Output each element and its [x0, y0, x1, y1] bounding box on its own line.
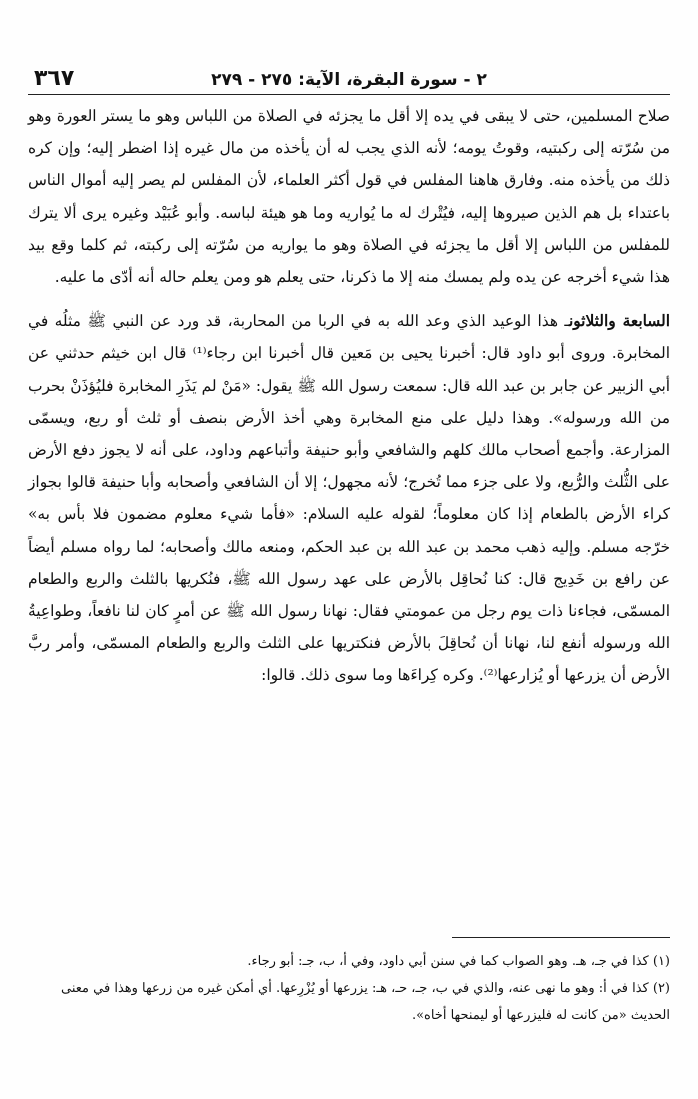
footnotes [28, 948, 670, 1029]
page-header [28, 58, 670, 95]
page-number: ٣٦٧ [34, 66, 75, 91]
footnote-2: (٢) كذا في أ: وهو ما نهى عنه، والذي في ب، جـ، حـ، هـ: يزرعها أو يُزْرِعها. أي أمكن غيره من زرعها وهذا في معنى الحديث «من كانت له فليزرعها أو ليمنحها أخاه». [61, 981, 670, 1023]
paragraph-1: صلاح المسلمين، حتى لا يبقى في يده إلا أقل ما يجزئه في الصلاة من اللباس وهو ما يستر العورة وهو من سُرّته إلى ركبتيه، وقوتُ يومه؛ لأنه الذي يجب له أن يأخذه من مال غيره إذا اضطر إليه؛ وإن كره ذلك من يأخذه منه. وفارق هاهنا المفلس في قول أكثر العلماء، لأن المفلس لم يصر إليه أموال الناس باعتداء بل هم الذين صيروها إليه، فيُتْرك له ما يُواريه وما هو هيئة لباسه. وأبو عُبَيْد وغيره يرى ألا يترك للمفلس من اللباس إلا أقل ما يجزئه في الصلاة وهو ما يواريه من سُرّته إلى ركبته، ثم كلما وقع بيد هذا شيء أخرجه عن يده ولم يمسك منه إلا ما ذكرنا، حتى يعلم هو ومن يعلم حاله أنه أدّى ما عليه. [28, 107, 670, 287]
section-heading: السابعة والثلاثون [568, 312, 670, 331]
running-title: ٢ - سورة البقرة، الآية: ٢٧٥ - ٢٧٩ [211, 70, 487, 90]
footnote-separator [452, 937, 670, 938]
paragraph-2 [28, 305, 670, 691]
footnote-1: (١) كذا في جـ، هـ. وهو الصواب كما في سنن أبي داود، وفي أ، ب، جـ: أبو رجاء. [247, 954, 670, 969]
paragraph-2-text: ـ هذا الوعيد الذي وعد الله به في الربا من المحاربة، قد ورد عن النبي ﷺ مثلُه في المخابرة. وروى أبو داود قال: أخبرنا يحيى بن مَعين قال أخبرنا ابن رجاء⁽¹⁾ قال ابن خيثم حدثني عن أبي الزبير عن جابر بن عبد الله قال: سمعت رسول الله ﷺ يقول: «مَنْ لم يَذَرِ المخابرة فليُؤذَنْ بحرب من الله ورسوله». وهذا دليل على منع المخابرة وهي أخذ الأرض بنصف أو ثلث أو ربع، ويسمّى المزارعة. وأجمع أصحاب مالك كلهم والشافعي وأبو حنيفة وأتباعهم وداود، على أنه لا يجوز دفع الأرض على الثُّلث والرُّبع، ولا على جزء مما تُخرج؛ لأنه مجهول؛ إلا أن الشافعي وأصحابه وأبا حنيفة قالوا بجواز كراء الأرض بالطعام إذا كان معلوماً؛ لقوله عليه السلام: «فأما شيء معلوم مضمون فلا بأس به» خرّجه مسلم. وإليه ذهب محمد بن عبد الله بن عبد الحكم، ومنعه مالك وأصحابه؛ لما رواه مسلم أيضاً عن رافع بن خَدِيج قال: كنا نُحاقِل بالأرض على عهد رسول الله ﷺ، فنُكريها بالثلث والربع والطعام المسمّى، فجاءنا ذات يوم رجل من عمومتي فقال: نهانا رسول الله ﷺ عن أمرٍ كان لنا نافعاً، وطواعِيةُ الله ورسوله أنفع لنا، نهانا أن نُحاقِلَ بالأرض فنكتريها على الثلث والربع والطعام المسمّى، وأمر ربَّ الأرض أن يزرعها أو يُزارعها⁽²⁾. وكره كِراءَها وما سوى ذلك. قالوا: [28, 312, 670, 685]
main-text [28, 100, 670, 692]
